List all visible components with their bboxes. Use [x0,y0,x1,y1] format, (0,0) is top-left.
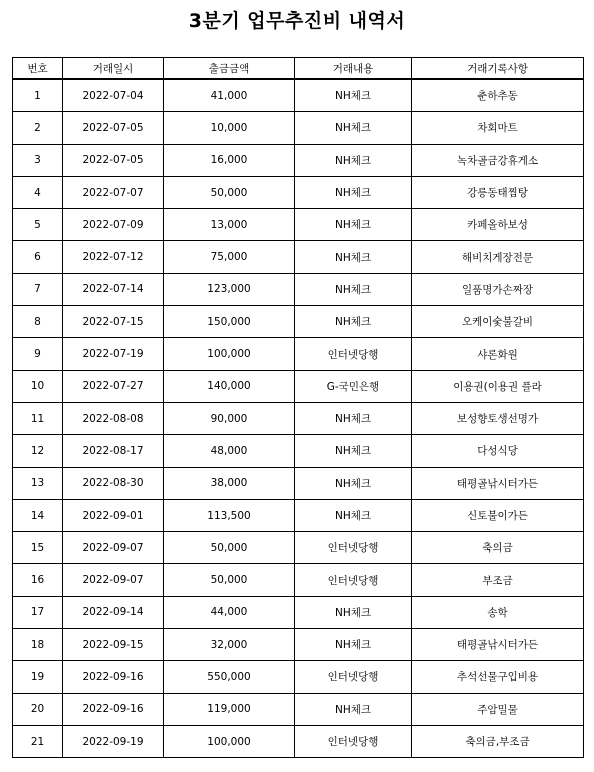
transaction-description-cell: 춘하추동 [412,79,584,112]
transaction-type-cell: 인터넷당행 [295,532,412,564]
transaction-type-cell: NH체크 [295,435,412,467]
transaction-date-cell: 2022-09-15 [63,629,164,661]
row-number-cell: 3 [13,144,63,176]
column-header-date: 거래일시 [63,58,164,80]
column-header-no: 번호 [13,58,63,80]
withdrawal-amount-cell: 150,000 [164,306,295,338]
withdrawal-amount-cell: 38,000 [164,467,295,499]
transaction-description-cell: 일품명가손짜장 [412,273,584,305]
withdrawal-amount-cell: 140,000 [164,370,295,402]
transaction-date-cell: 2022-07-05 [63,144,164,176]
transaction-description-cell: 부조금 [412,564,584,596]
transaction-type-cell: NH체크 [295,112,412,144]
transaction-description-cell: 축의금 [412,532,584,564]
row-number-cell: 8 [13,306,63,338]
column-header-type: 거래내용 [295,58,412,80]
row-number-cell: 9 [13,338,63,370]
transaction-type-cell: NH체크 [295,241,412,273]
table-row [13,435,584,467]
table-row [13,725,584,757]
withdrawal-amount-cell: 16,000 [164,144,295,176]
transaction-date-cell: 2022-09-19 [63,725,164,757]
row-number-cell: 11 [13,402,63,434]
transaction-type-cell: NH체크 [295,273,412,305]
row-number-cell: 14 [13,499,63,531]
row-number-cell: 12 [13,435,63,467]
table-row [13,306,584,338]
transaction-date-cell: 2022-07-09 [63,209,164,241]
transaction-description-cell: 차회마트 [412,112,584,144]
table-row [13,79,584,112]
row-number-cell: 13 [13,467,63,499]
row-number-cell: 17 [13,596,63,628]
transaction-type-cell: NH체크 [295,402,412,434]
transaction-date-cell: 2022-08-08 [63,402,164,434]
transaction-date-cell: 2022-07-07 [63,176,164,208]
withdrawal-amount-cell: 50,000 [164,532,295,564]
column-header-amount: 출금금액 [164,58,295,80]
transaction-type-cell: NH체크 [295,467,412,499]
table-row [13,532,584,564]
transaction-description-cell: 태평골낚시터가든 [412,629,584,661]
transaction-description-cell: 신토불이가든 [412,499,584,531]
table-row [13,209,584,241]
table-row [13,499,584,531]
transaction-description-cell: 카페올하보성 [412,209,584,241]
transaction-description-cell: 추석선물구입비용 [412,661,584,693]
page-title: 3분기 업무추진비 내역서 [188,10,406,32]
row-number-cell: 5 [13,209,63,241]
withdrawal-amount-cell: 119,000 [164,693,295,725]
transaction-type-cell: NH체크 [295,596,412,628]
transaction-date-cell: 2022-09-16 [63,693,164,725]
transaction-date-cell: 2022-09-07 [63,564,164,596]
table-header-row [13,58,584,80]
table-row [13,629,584,661]
transaction-description-cell: 보성향토생선명가 [412,402,584,434]
table-row [13,112,584,144]
transaction-type-cell: NH체크 [295,79,412,112]
transaction-type-cell: 인터넷당행 [295,564,412,596]
withdrawal-amount-cell: 44,000 [164,596,295,628]
table-row [13,661,584,693]
transaction-type-cell: 인터넷당행 [295,338,412,370]
row-number-cell: 18 [13,629,63,661]
table-row [13,144,584,176]
withdrawal-amount-cell: 550,000 [164,661,295,693]
withdrawal-amount-cell: 32,000 [164,629,295,661]
withdrawal-amount-cell: 50,000 [164,176,295,208]
table-row [13,241,584,273]
transaction-date-cell: 2022-09-01 [63,499,164,531]
table-row [13,402,584,434]
transaction-description-cell: 녹차골금강휴게소 [412,144,584,176]
column-header-description: 거래기록사항 [412,58,584,80]
transaction-description-cell: 해비치게장전문 [412,241,584,273]
transaction-date-cell: 2022-09-07 [63,532,164,564]
transaction-description-cell: 축의금,부조금 [412,725,584,757]
transaction-description-cell: 강릉동태찜탕 [412,176,584,208]
transaction-date-cell: 2022-08-30 [63,467,164,499]
withdrawal-amount-cell: 50,000 [164,564,295,596]
table-row [13,467,584,499]
transaction-date-cell: 2022-07-12 [63,241,164,273]
row-number-cell: 2 [13,112,63,144]
transaction-type-cell: NH체크 [295,144,412,176]
transaction-type-cell: NH체크 [295,629,412,661]
row-number-cell: 6 [13,241,63,273]
withdrawal-amount-cell: 100,000 [164,338,295,370]
transaction-description-cell: 샤론화원 [412,338,584,370]
expense-table [12,57,584,758]
withdrawal-amount-cell: 113,500 [164,499,295,531]
transaction-type-cell: 인터넷당행 [295,661,412,693]
transaction-type-cell: NH체크 [295,693,412,725]
transaction-description-cell: 오케이숯불갈비 [412,306,584,338]
withdrawal-amount-cell: 41,000 [164,79,295,112]
table-row [13,176,584,208]
table-row [13,564,584,596]
withdrawal-amount-cell: 10,000 [164,112,295,144]
transaction-type-cell: G-국민은행 [295,370,412,402]
withdrawal-amount-cell: 48,000 [164,435,295,467]
transaction-description-cell: 다성식당 [412,435,584,467]
transaction-date-cell: 2022-07-14 [63,273,164,305]
row-number-cell: 1 [13,79,63,112]
transaction-description-cell: 이용권(이용권 플라 [412,370,584,402]
transaction-date-cell: 2022-08-17 [63,435,164,467]
transaction-date-cell: 2022-07-05 [63,112,164,144]
transaction-type-cell: NH체크 [295,209,412,241]
transaction-type-cell: NH체크 [295,306,412,338]
withdrawal-amount-cell: 123,000 [164,273,295,305]
table-row [13,693,584,725]
transaction-date-cell: 2022-09-16 [63,661,164,693]
transaction-date-cell: 2022-07-04 [63,79,164,112]
row-number-cell: 10 [13,370,63,402]
withdrawal-amount-cell: 100,000 [164,725,295,757]
transaction-description-cell: 주암밀물 [412,693,584,725]
row-number-cell: 19 [13,661,63,693]
transaction-date-cell: 2022-07-19 [63,338,164,370]
row-number-cell: 20 [13,693,63,725]
row-number-cell: 15 [13,532,63,564]
row-number-cell: 16 [13,564,63,596]
table-row [13,338,584,370]
row-number-cell: 21 [13,725,63,757]
transaction-description-cell: 태평골낚시터가든 [412,467,584,499]
table-row [13,596,584,628]
transaction-type-cell: 인터넷당행 [295,725,412,757]
transaction-type-cell: NH체크 [295,176,412,208]
withdrawal-amount-cell: 13,000 [164,209,295,241]
transaction-date-cell: 2022-07-15 [63,306,164,338]
withdrawal-amount-cell: 75,000 [164,241,295,273]
transaction-description-cell: 송학 [412,596,584,628]
transaction-type-cell: NH체크 [295,499,412,531]
table-row [13,370,584,402]
row-number-cell: 4 [13,176,63,208]
transaction-date-cell: 2022-09-14 [63,596,164,628]
withdrawal-amount-cell: 90,000 [164,402,295,434]
row-number-cell: 7 [13,273,63,305]
table-row [13,273,584,305]
transaction-date-cell: 2022-07-27 [63,370,164,402]
